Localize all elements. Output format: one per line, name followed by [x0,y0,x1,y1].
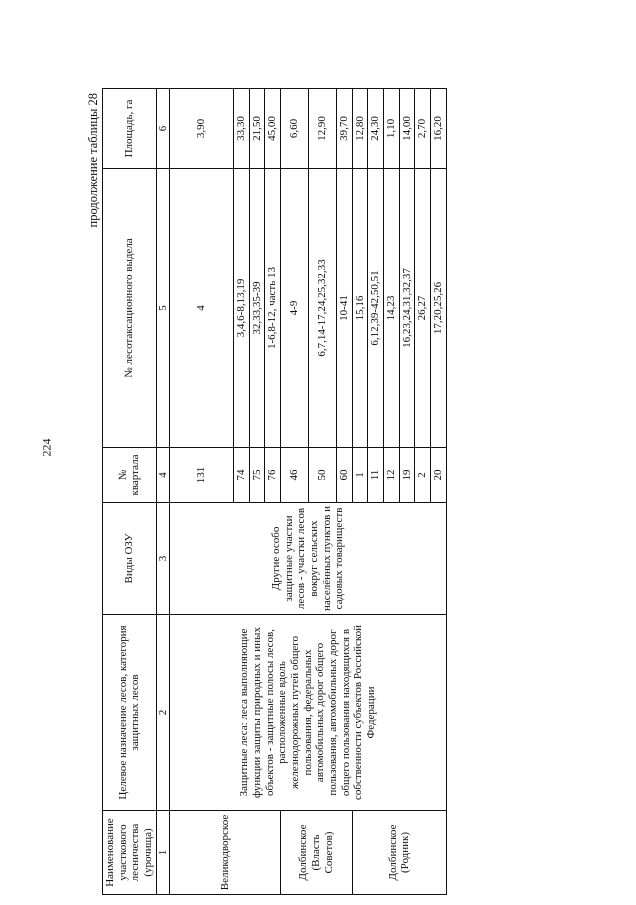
quarter-cell: 131 [170,448,234,503]
vydel-cell: 1-6,8-12, часть 13 [265,169,281,448]
vydel-cell: 6,7,14-17,24,25,32,33 [309,169,337,448]
col-number: 2 [156,615,170,811]
vydel-cell: 6,12,39-42,50,51 [368,169,384,448]
page-number: 224 [39,438,54,457]
area-cell: 39,70 [337,89,353,169]
continuation-label: продолжение таблицы 28 [86,93,100,228]
area-cell: 3,90 [170,89,234,169]
vydel-cell: 4 [170,169,234,448]
quarter-cell: 60 [337,448,353,503]
area-cell: 12,80 [352,89,368,169]
quarter-cell: 19 [399,448,415,503]
quarter-cell: 2 [415,448,431,503]
forestry-cell: Великодворское [170,811,281,895]
area-cell: 1,10 [384,89,400,169]
col-number: 3 [156,503,170,615]
col-number: 4 [156,448,170,503]
quarter-cell: 1 [352,448,368,503]
header-quarter: № квартала [103,448,157,503]
header-area: Площадь, га [103,89,157,169]
area-cell: 16,20 [430,89,446,169]
col-number: 5 [156,169,170,448]
vydel-cell: 17,20,25,26 [430,169,446,448]
vydel-cell: 14,23 [384,169,400,448]
header-row [103,89,157,895]
forestry-cell: Долбинское (Родник) [352,811,446,895]
vydel-cell: 16,23,24,31,32,37 [399,169,415,448]
vydel-cell: 4-9 [281,169,309,448]
header-forestry: Наименование участкового лесничества (урочища) [103,811,157,895]
quarter-cell: 50 [309,448,337,503]
col-number: 1 [156,811,170,895]
quarter-cell: 76 [265,448,281,503]
area-cell: 2,70 [415,89,431,169]
vydel-cell: 32,33,35-39 [249,169,265,448]
ozu-cell: Другие особо защитные участки лесов - участки лесов вокруг сельских населённых пунктов и садовых товариществ [170,503,446,615]
rotated-table-area [86,85,488,905]
area-cell: 21,50 [249,89,265,169]
header-vydel: № лесотаксационного выдела [103,169,157,448]
quarter-cell: 46 [281,448,309,503]
area-cell: 33,30 [234,89,250,169]
purpose-cell: Защитные леса: леса выполняющие функции защиты природных и иных объектов - защитные полосы лесов, расположенные вдоль железнодорожных путей общего пользования, федеральных автомобильных дорог общего пользования, автомобильных дорог общего пользования находящихся в собственности субъектов Российской Федерации [170,615,446,811]
area-cell: 24,30 [368,89,384,169]
vydel-cell: 10-41 [337,169,353,448]
forest-table [102,88,447,895]
table-row [170,89,234,895]
area-cell: 12,90 [309,89,337,169]
quarter-cell: 12 [384,448,400,503]
forestry-cell: Долбинское (Власть Советов) [281,811,353,895]
header-purpose: Целевое назначение лесов, категория защитных лесов [103,615,157,811]
area-cell: 45,00 [265,89,281,169]
vydel-cell: 3,4,6-8,13,19 [234,169,250,448]
vydel-cell: 15,16 [352,169,368,448]
column-number-row [156,89,170,895]
vydel-cell: 26,27 [415,169,431,448]
header-ozu: Виды ОЗУ [103,503,157,615]
quarter-cell: 74 [234,448,250,503]
area-cell: 6,60 [281,89,309,169]
col-number: 6 [156,89,170,169]
quarter-cell: 75 [249,448,265,503]
quarter-cell: 20 [430,448,446,503]
quarter-cell: 11 [368,448,384,503]
area-cell: 14,00 [399,89,415,169]
